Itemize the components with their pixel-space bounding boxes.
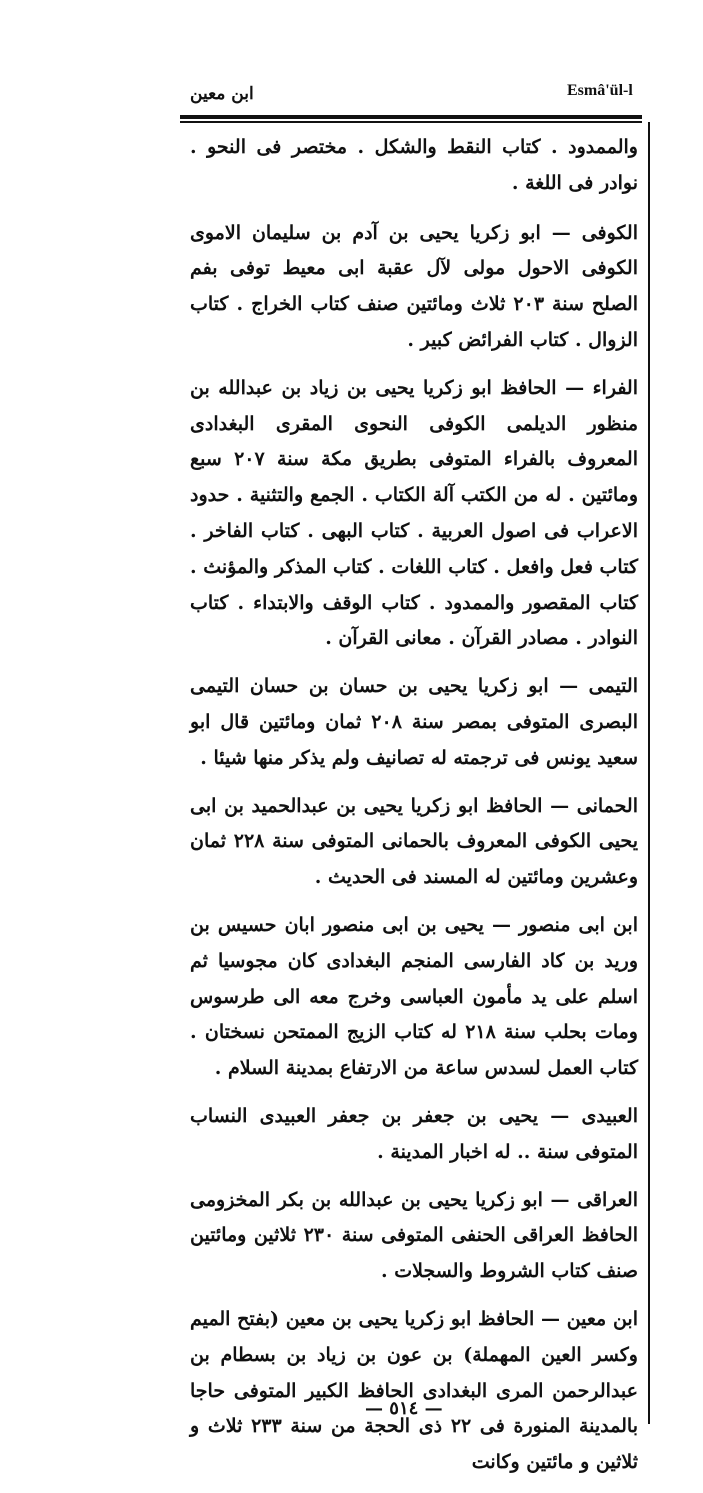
running-header-arabic: ابن معين: [190, 84, 254, 104]
running-header-latin: Esmâ'ül-l: [567, 82, 633, 99]
entry-paragraph: ابن ابى منصور — يحيى بن ابى منصور ابان حسيس بن وريد بن كاد الفارسى المنجم البغدادى كان مجوسيا ثم اسلم على يد مأمون العباسى وخرج معه الى طرسوس ومات بحلب سنة ٢١٨ له كتاب الزيج الممتحن نسختان . كتاب العمل لسدس ساعة من الارتفاع بمدينة السلام .: [190, 913, 638, 1080]
entry-paragraph: الحمانى — الحافظ ابو زكريا يحيى بن عبدالحميد بن ابى يحيى الكوفى المعروف بالحمانى المتوفى سنة ٢٢٨ ثمان وعشرين ومائتين له المسند فى الحديث .: [190, 794, 638, 889]
margin-line: [648, 122, 650, 1424]
entry-paragraph: ابن معين — الحافظ ابو زكريا يحيى بن معين (بفتح الميم وكسر العين المهملة) بن عون بن زياد بن بسطام بن عبدالرحمن المرى البغدادى الحافظ الكبير المتوفى حاجا بالمدينة المنورة فى ٢٢ ذى الحجة من سنة ٢٣٣ ثلاث و ثلاثين و مائتين وكانت: [190, 1307, 639, 1474]
text-block: [190, 130, 638, 1493]
header-rule-thin: [180, 121, 642, 123]
entry-paragraph: الكوفى — ابو زكريا يحيى بن آدم بن سليمان الاموى الكوفى الاحول مولى لآل عقبة ابى معيط توفى بفم الصلح سنة ٢٠٣ ثلاث ومائتين صنف كتاب الخراج . كتاب الزوال . كتاب الفرائض كبير .: [190, 221, 639, 351]
entry-paragraph: والممدود . كتاب النقط والشكل . مختصر فى النحو . نوادر فى اللغة .: [190, 136, 638, 194]
entry-paragraph: الفراء — الحافظ ابو زكريا يحيى بن زياد بن عبدالله بن منظور الديلمى الكوفى النحوى المقرى البغدادى المعروف بالفراء المتوفى بطريق مكة سنة ٢٠٧ سبع ومائتين . له من الكتب آلة الكتاب . الجمع والتثنية . حدود الاعراب فى اصول العربية . كتاب البهى . كتاب الفاخر . كتاب فعل وافعل . كتاب اللغات . كتاب المذكر والمؤنث . كتاب المقصور والممدود . كتاب الوقف والابتداء . كتاب النوادر . مصادر القرآن . معانى القرآن .: [190, 376, 638, 650]
entry-paragraph: العراقى — ابو زكريا يحيى بن عبدالله بن بكر المخزومى الحافظ العراقى الحنفى المتوفى سنة ٢٣٠ ثلاثين ومائتين صنف كتاب الشروط والسجلات .: [190, 1188, 639, 1283]
entry-paragraph: العبيدى — يحيى بن جعفر بن جعفر العبيدى النساب المتوفى سنة .. له اخبار المدينة .: [190, 1104, 638, 1163]
header-rule-thick: [180, 115, 642, 119]
page-number: — ٥١٤ —: [365, 1398, 443, 1419]
entry-paragraph: التيمى — ابو زكريا يحيى بن حسان بن حسان التيمى البصرى المتوفى بمصر سنة ٢٠٨ ثمان ومائتين قال ابو سعيد يونس فى ترجمته له تصانيف ولم يذكر منها شيئا .: [190, 675, 638, 769]
